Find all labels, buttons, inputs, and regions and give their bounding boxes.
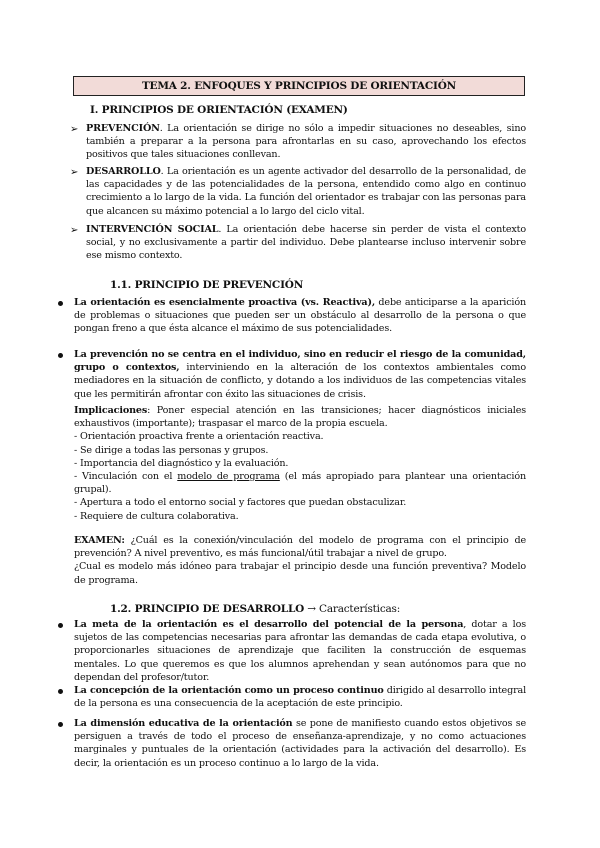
prevencion-point-1 [74, 296, 526, 336]
principle-term: INTERVENCIÓN SOCIAL [86, 224, 219, 235]
arrow-bullet-icon: ➢ [70, 167, 79, 178]
point-text: se pone de manifiesto cuando estos objetivos se persiguen a través de todo el proceso de enseñanza-aprendizaje, y no como actuaciones marginales y puntuales de la orientación (actividades para la activación del desarrollo). Es decir, la orientación es un proceso continuo a lo largo de la vida. [74, 718, 526, 769]
point-text: , dotar a los sujetos de las competencias necesarias para afrontar las demandas de cada etapa evolutiva, o proporcionarles situaciones de aprendizaje que faciliten la construcción de esquemas mentales. Lo que queremos es que los alumnos aprehendan y sean autónomos para que no dependan del profesor/tutor. [74, 619, 526, 683]
principle-text: . La orientación debe hacerse sin perder de vista el contexto social, y no exclusivamente a partir del individuo. Debe plantearse incluso intervenir sobre ese mismo contexto. [86, 224, 527, 262]
desarrollo-point-2 [74, 684, 526, 710]
list-item: - Orientación proactiva frente a orientación reactiva. [74, 431, 324, 443]
heading-suffix: → Características: [304, 603, 401, 615]
bullet-icon [58, 353, 63, 358]
prevencion-point-2 [74, 348, 526, 401]
arrow-bullet-icon: ➢ [70, 225, 79, 236]
examen-label: EXAMEN: [74, 535, 125, 546]
implicaciones-text: : Poner especial atención en las transiciones; hacer diagnósticos iniciales exhaustivos (importante); traspasar el marco de la propia escuela. [74, 405, 526, 430]
point-bold: La prevención no se centra en el individuo, sino en reducir el riesgo de la comunidad, grupo o contextos, [74, 349, 526, 374]
implicaciones-label: Implicaciones [74, 405, 148, 416]
bullet-icon [58, 689, 63, 694]
point-text: interviniendo en la alteración de los contextos ambientales como mediadores en la situación de conflicto, y dotando a los individuos de las competencias vitales que les permitirán afrontar con éxito las situaciones de crisis. [74, 362, 526, 400]
principle-term: PREVENCIÓN [86, 123, 160, 134]
bullet-icon [58, 722, 63, 727]
page-title: TEMA 2. ENFOQUES Y PRINCIPIOS DE ORIENTACIÓN [73, 76, 525, 96]
vinc-post: (el más apropiado para plantear una orientación grupal). [74, 471, 526, 496]
point-bold: La orientación es esencialmente proactiva (vs. Reactiva), [74, 297, 376, 308]
vinc-pre: - Vinculación con el [74, 471, 178, 483]
principle-desarrollo [86, 165, 526, 218]
arrow-bullet-icon: ➢ [70, 124, 79, 135]
principle-prevencion [86, 122, 526, 162]
principle-text: . La orientación se dirige no sólo a impedir situaciones no deseables, sino también a preparar a la persona para afrontarlas en su caso, aprovechando los efectos positivos que tales situaciones conllevan. [86, 123, 526, 161]
section-heading-principios: I. PRINCIPIOS DE ORIENTACIÓN (EXAMEN) [90, 104, 348, 116]
principle-text: . La orientación es un agente activador del desarrollo de la personalidad, de las capacidades y de las potencialidades de la persona, entendido como algo en continuo crecimiento a lo largo de la vida. La función del orientador es trabajar con las personas para que alcancen su máximo potencial a lo largo del ciclo vital. [86, 166, 526, 217]
section-heading-prevencion: 1.1. PRINCIPIO DE PREVENCIÓN [110, 279, 304, 291]
list-item: - Se dirige a todas las personas y grupos. [74, 444, 269, 456]
heading-text: 1.2. PRINCIPIO DE DESARROLLO [110, 603, 305, 615]
point-bold: La meta de la orientación es el desarrollo del potencial de la persona [74, 619, 464, 630]
examen-block [74, 534, 526, 587]
desarrollo-point-1 [74, 618, 526, 684]
point-bold: La dimensión educativa de la orientación [74, 718, 293, 729]
principle-intervencion [86, 223, 526, 263]
section-heading-desarrollo [110, 603, 400, 615]
list-item-vinculacion [74, 470, 526, 496]
point-text: debe anticiparse a la aparición de problemas o situaciones que pueden ser un obstáculo al desarrollo de la persona o que pongan freno a que ésta alcance el máximo de sus potencialidades. [74, 297, 526, 335]
list-item: - Importancia del diagnóstico y la evaluación. [74, 457, 289, 469]
principle-term: DESARROLLO [86, 166, 161, 177]
list-item: - Apertura a todo el entorno social y factores que puedan obstaculizar. [74, 497, 407, 509]
modelo-programa-link: modelo de programa [177, 471, 280, 483]
implicaciones-block [74, 404, 526, 523]
examen-question-1: ¿Cuál es la conexión/vinculación del modelo de programa con el principio de prevención? A nivel preventivo, es más funcional/útil trabajar a nivel de grupo. [74, 535, 526, 560]
point-text: dirigido al desarrollo integral de la persona es una consecuencia de la aceptación de este principio. [74, 685, 526, 710]
examen-question-2: ¿Cual es modelo más idóneo para trabajar el principio desde una función preventiva? Modelo de programa. [74, 561, 526, 586]
list-item: - Requiere de cultura colaborativa. [74, 510, 239, 522]
bullet-icon [58, 301, 63, 306]
point-bold: La concepción de la orientación como un proceso continuo [74, 685, 384, 696]
desarrollo-point-3 [74, 717, 526, 770]
bullet-icon [58, 623, 63, 628]
